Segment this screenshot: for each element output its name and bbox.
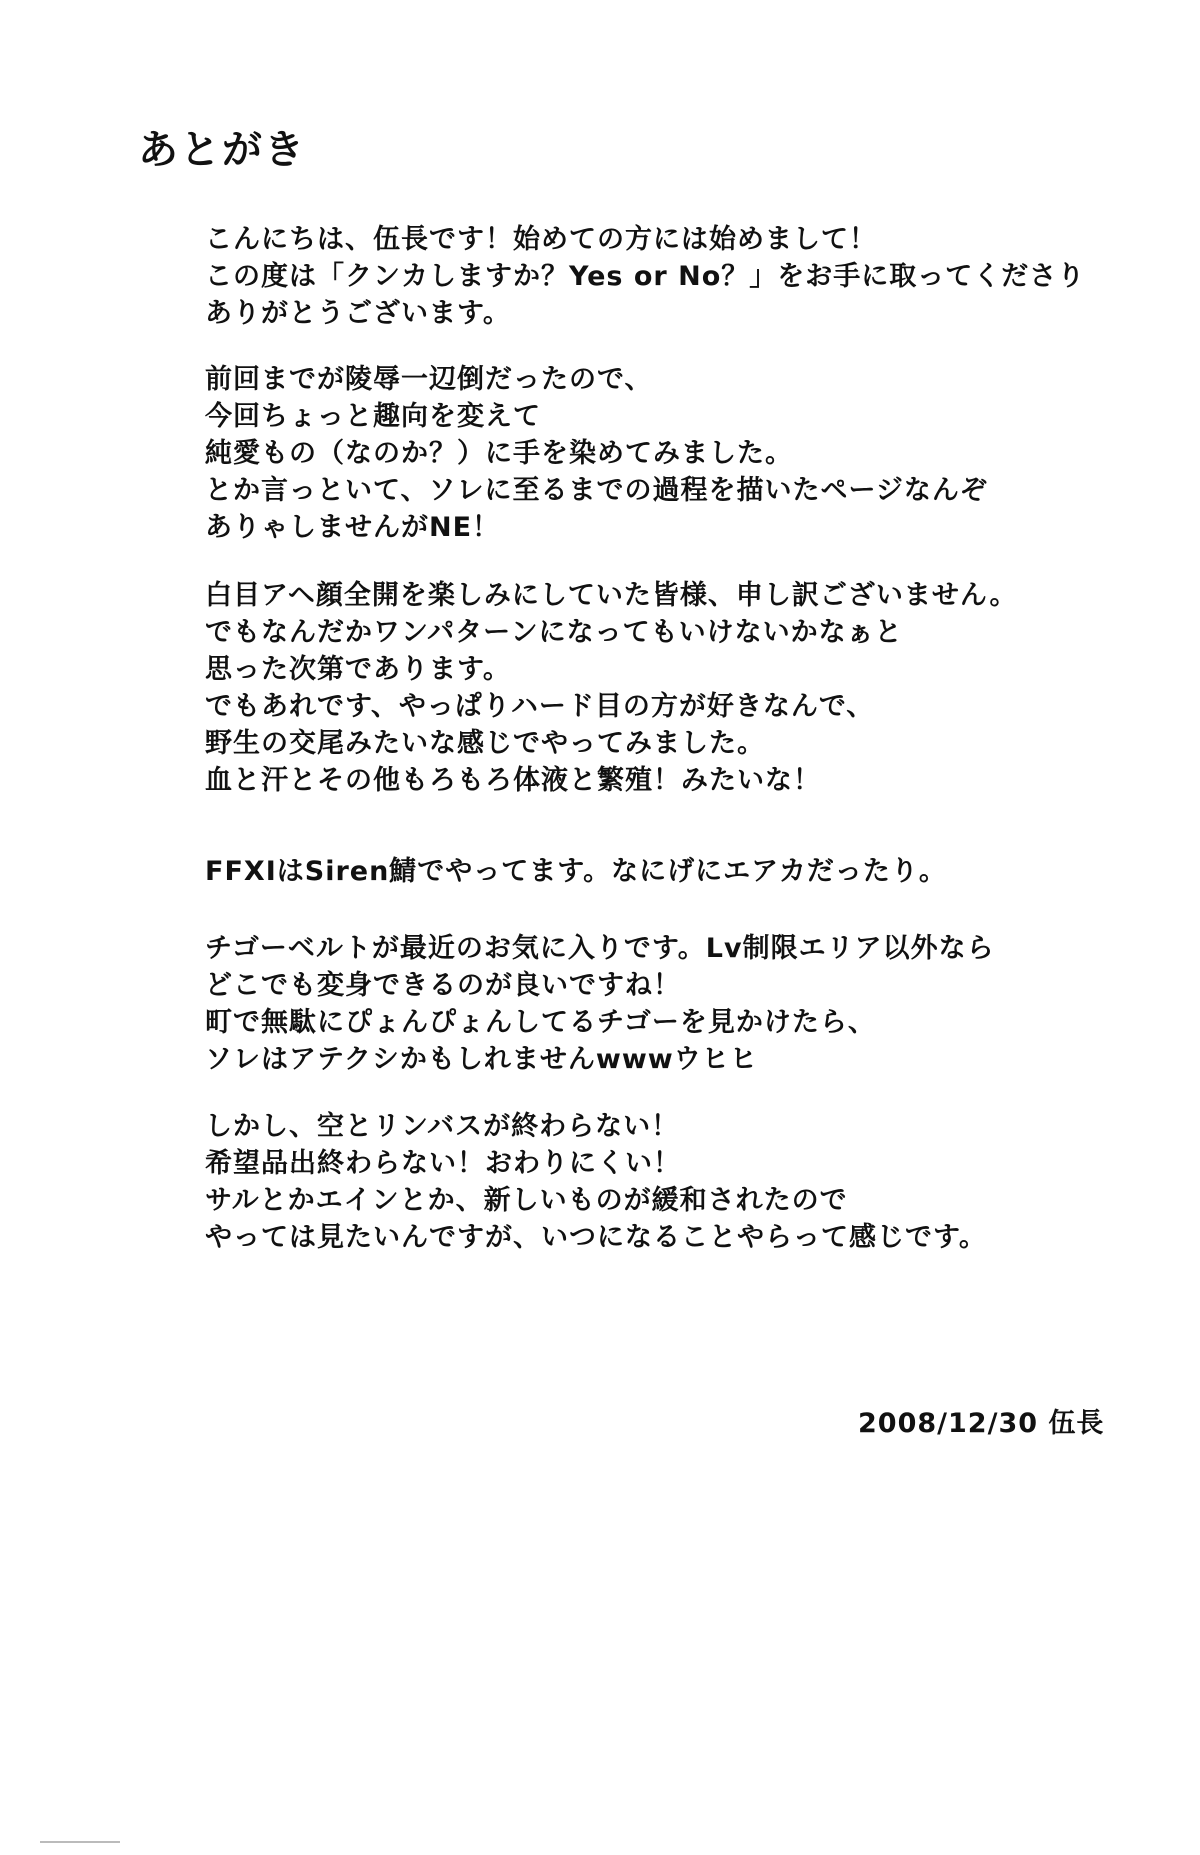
paragraph-ffxi [205, 853, 947, 890]
text-line: 希望品出終わらない！おわりにくい！ [205, 1148, 681, 1179]
text-line: 野生の交尾みたいな感じでやってみました。 [205, 728, 765, 759]
text-line: 白目アヘ顔全開を楽しみにしていた皆様、申し訳ございません。 [205, 580, 1018, 611]
text-line: FFXIはSiren鯖でやってます。なにげにエアカだったり。 [205, 856, 947, 887]
paragraph-apology [205, 577, 1018, 799]
page-edge-mark [40, 1841, 120, 1843]
text-line: でもなんだかワンパターンになってもいけないかなぁと [205, 617, 903, 648]
text-line: サルとかエインとか、新しいものが緩和されたので [205, 1185, 848, 1216]
text-line: どこでも変身できるのが良いですね！ [205, 970, 681, 1001]
paragraph-greeting [205, 221, 1085, 332]
text-line: でもあれです、やっぱりハード目の方が好きなんで、 [205, 691, 875, 722]
text-line: 今回ちょっと趣向を変えて [205, 401, 541, 432]
text-line: ありがとうございます。 [205, 298, 511, 329]
text-line: 町で無駄にぴょんぴょんしてるチゴーを見かけたら、 [205, 1007, 876, 1038]
text-line: ありゃしませんがNE！ [205, 512, 501, 543]
text-line: やっては見たいんですが、いつになることやらって感じです。 [205, 1222, 987, 1253]
text-line: 血と汗とその他もろもろ体液と繁殖！みたいな！ [205, 765, 821, 796]
page-title: あとがき [138, 127, 306, 173]
text-line: この度は「クンカしますか？Yes or No？」をお手に取ってくださり [205, 261, 1086, 292]
text-line: こんにちは、伍長です！始めての方には始めまして！ [205, 224, 877, 255]
text-line: しかし、空とリンバスが終わらない！ [205, 1111, 680, 1142]
paragraph-limbus [205, 1108, 987, 1256]
text-line: 前回までが陵辱一辺倒だったので、 [205, 364, 653, 395]
text-line: ソレはアテクシかもしれませんwwwウヒヒ [205, 1044, 758, 1075]
text-line: 思った次第であります。 [205, 654, 511, 685]
text-line: チゴーベルトが最近のお気に入りです。Lv制限エリア以外なら [205, 933, 995, 964]
text-line: 純愛もの（なのか？）に手を染めてみました。 [205, 438, 793, 469]
paragraph-belt [205, 930, 995, 1078]
signature-date: 2008/12/30 伍長 [858, 1408, 1105, 1439]
paragraph-theme [205, 361, 988, 546]
text-line: とか言っといて、ソレに至るまでの過程を描いたページなんぞ [205, 475, 988, 506]
